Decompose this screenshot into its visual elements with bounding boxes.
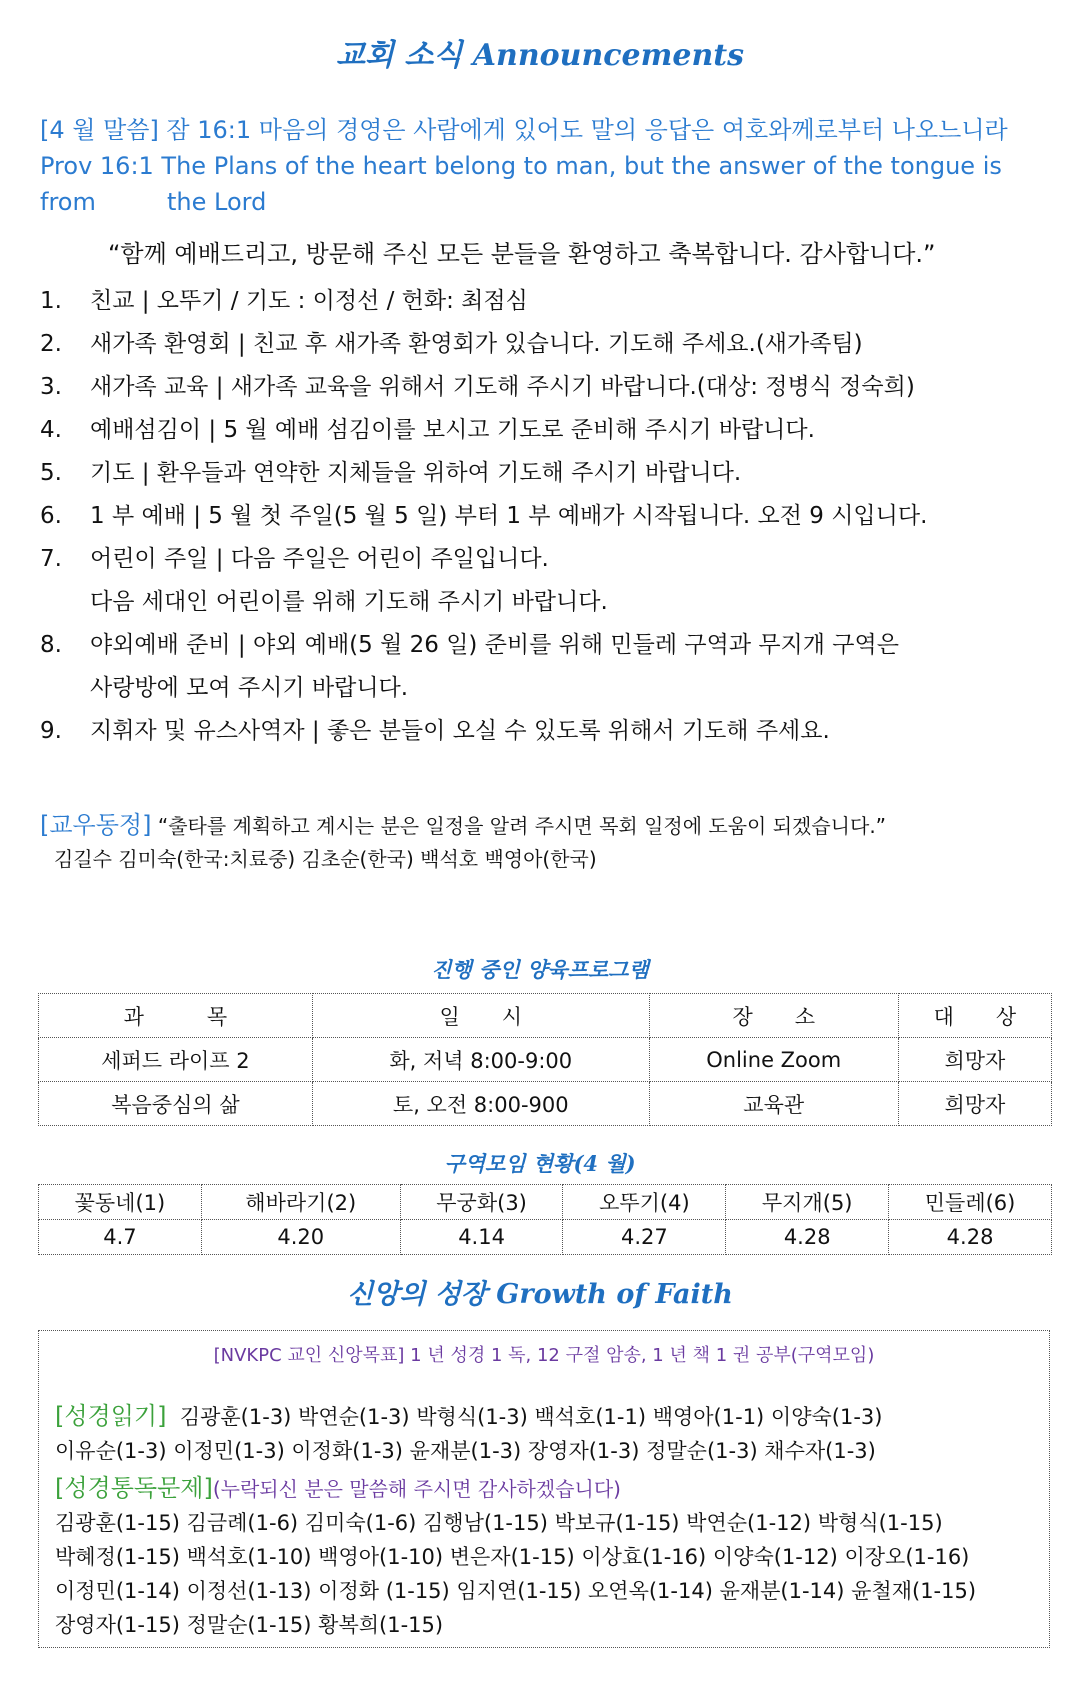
bible-reading-label: [성경읽기] — [55, 1402, 167, 1430]
welcome-message: “함께 예배드리고, 방문해 주신 모든 분들을 환영하고 축복합니다. 감사합니다.” — [108, 240, 936, 268]
table-row — [39, 1082, 1052, 1126]
table-header: 일 시 — [312, 994, 649, 1038]
bible-reading-names: 김광훈(1-3) 박연순(1-3) 박형식(1-3) 백석호(1-1) 백영아(1-1) 이양숙(1-3) — [179, 1405, 883, 1429]
bible-reading-line — [55, 1399, 1040, 1434]
item-text: 지휘자 및 유스사역자 | 좋은 분들이 오실 수 있도록 위해서 기도해 주세요. — [90, 718, 830, 744]
item-number: 9. — [40, 718, 62, 744]
bible-quiz-names: 이정민(1-14) 이정선(1-13) 이정화 (1-15) 임지연(1-15) 오연옥(1-14) 윤재분(1-14) 윤철재(1-15) — [55, 1579, 977, 1603]
faith-box — [38, 1330, 1050, 1648]
list-item — [40, 495, 1050, 538]
bible-reading-names: 이유순(1-3) 이정민(1-3) 이정화(1-3) 윤재분(1-3) 장영자(1-3) 정말순(1-3) 채수자(1-3) — [55, 1439, 876, 1463]
table-header: 과 목 — [39, 994, 313, 1038]
table-cell: 세퍼드 라이프 2 — [39, 1038, 313, 1082]
table-cell: 복음중심의 삶 — [39, 1082, 313, 1126]
bible-reading-section — [55, 1399, 1040, 1468]
member-news-label: [교우동정] — [40, 811, 152, 839]
item-text: 예배섬김이 | 5 월 예배 섬김이를 보시고 기도로 준비해 주시기 바랍니다. — [90, 417, 815, 443]
groups-title: 구역모임 현황(4 월) — [444, 1151, 636, 1176]
list-item — [40, 452, 1050, 495]
bible-quiz-label: [성경통독문제] — [55, 1474, 213, 1502]
list-item — [40, 409, 1050, 452]
list-item — [40, 366, 1050, 409]
table-cell: 4.28 — [726, 1220, 889, 1255]
table-cell: 토, 오전 8:00-900 — [312, 1082, 649, 1126]
bible-quiz-note: (누락되신 분은 말씀해 주시면 감사하겠습니다) — [212, 1477, 621, 1501]
bible-quiz-section — [55, 1471, 1040, 1642]
item-number: 1. — [40, 288, 62, 314]
monthly-verse-english-cont: the Lord — [167, 188, 267, 216]
table-header-row — [39, 1185, 1052, 1220]
table-cell: 4.7 — [39, 1220, 202, 1255]
item-number: 8. — [40, 632, 62, 658]
bible-quiz-heading — [55, 1471, 1040, 1506]
table-cell: 4.27 — [563, 1220, 726, 1255]
item-text: 친교 | 오뚜기 / 기도 : 이정선 / 헌화: 최점심 — [90, 288, 528, 314]
programs-table — [38, 993, 1052, 1126]
table-cell: 화, 저녁 8:00-9:00 — [312, 1038, 649, 1082]
faith-title: 신앙의 성장 Growth of Faith — [347, 1279, 733, 1310]
item-text: 기도 | 환우들과 연약한 지체들을 위하여 기도해 주시기 바랍니다. — [90, 460, 742, 486]
monthly-verse-korean: [4 월 말씀] 잠 16:1 마음의 경영은 사람에게 있어도 말의 응답은 여호와께로부터 나오느니라 — [40, 116, 1008, 144]
list-item — [40, 538, 1050, 624]
item-text — [90, 538, 1050, 624]
table-header: 꽃동네(1) — [39, 1185, 202, 1220]
item-text: 새가족 교육 | 새가족 교육을 위해서 기도해 주시기 바랍니다.(대상: 정병식 정숙희) — [90, 374, 915, 400]
member-news — [40, 808, 887, 871]
bible-quiz-names: 장영자(1-15) 정말순(1-15) 황복희(1-15) — [55, 1613, 444, 1637]
faith-goal: [NVKPC 교인 신앙목표] 1 년 성경 1 독, 12 구절 암송, 1 년 책 1 권 공부(구역모임) — [213, 1345, 875, 1366]
member-news-text: “출타를 계획하고 계시는 분은 일정을 알려 주시면 목회 일정에 도움이 되겠습니다.” — [157, 814, 887, 838]
list-item — [40, 323, 1050, 366]
item-text-line: 다음 세대인 어린이를 위해 기도해 주시기 바랍니다. — [90, 589, 608, 615]
item-number: 7. — [40, 546, 62, 572]
item-number: 4. — [40, 417, 62, 443]
table-row — [39, 1220, 1052, 1255]
table-header: 민들레(6) — [889, 1185, 1052, 1220]
item-text: 새가족 환영회 | 친교 후 새가족 환영회가 있습니다. 기도해 주세요.(새가족팀) — [90, 331, 863, 357]
list-item — [40, 280, 1050, 323]
member-news-names: 김길수 김미숙(한국:치료중) 김초순(한국) 백석호 백영아(한국) — [54, 847, 597, 871]
bible-quiz-names: 박혜정(1-15) 백석호(1-10) 백영아(1-10) 변은자(1-15) 이상효(1-16) 이양숙(1-12) 이장오(1-16) — [55, 1545, 970, 1569]
list-item — [40, 710, 1050, 753]
item-number: 2. — [40, 331, 62, 357]
table-header-row — [39, 994, 1052, 1038]
table-row — [39, 1038, 1052, 1082]
groups-table — [38, 1184, 1052, 1255]
list-item — [40, 624, 1050, 710]
programs-title: 진행 중인 양육프로그램 — [431, 957, 649, 982]
item-text-line: 사랑방에 모여 주시기 바랍니다. — [90, 675, 409, 701]
item-number: 5. — [40, 460, 62, 486]
table-header: 해바라기(2) — [201, 1185, 400, 1220]
table-header: 장 소 — [649, 994, 898, 1038]
item-number: 6. — [40, 503, 62, 529]
item-text — [90, 624, 1050, 710]
table-cell: Online Zoom — [649, 1038, 898, 1082]
monthly-verse-english: Prov 16:1 The Plans of the heart belong to man, but the answer of the tongue is from — [40, 152, 1002, 216]
item-text-line: 어린이 주일 | 다음 주일은 어린이 주일입니다. — [90, 546, 549, 572]
table-cell: 교육관 — [649, 1082, 898, 1126]
page-title: 교회 소식 Announcements — [335, 38, 745, 73]
item-number: 3. — [40, 374, 62, 400]
table-header: 대 상 — [898, 994, 1051, 1038]
table-cell: 4.14 — [400, 1220, 563, 1255]
announcement-list — [40, 280, 1050, 753]
item-text-line: 야외예배 준비 | 야외 예배(5 월 26 일) 준비를 위해 민들레 구역과 무지개 구역은 — [90, 632, 899, 658]
bible-quiz-names: 김광훈(1-15) 김금례(1-6) 김미숙(1-6) 김행남(1-15) 박보규(1-15) 박연순(1-12) 박형식(1-15) — [55, 1511, 943, 1535]
table-cell: 희망자 — [898, 1082, 1051, 1126]
table-header: 오뚜기(4) — [563, 1185, 726, 1220]
table-header: 무궁화(3) — [400, 1185, 563, 1220]
table-header: 무지개(5) — [726, 1185, 889, 1220]
table-cell: 희망자 — [898, 1038, 1051, 1082]
table-cell: 4.28 — [889, 1220, 1052, 1255]
item-text: 1 부 예배 | 5 월 첫 주일(5 월 5 일) 부터 1 부 예배가 시작됩니다. 오전 9 시입니다. — [90, 503, 928, 529]
table-cell: 4.20 — [201, 1220, 400, 1255]
